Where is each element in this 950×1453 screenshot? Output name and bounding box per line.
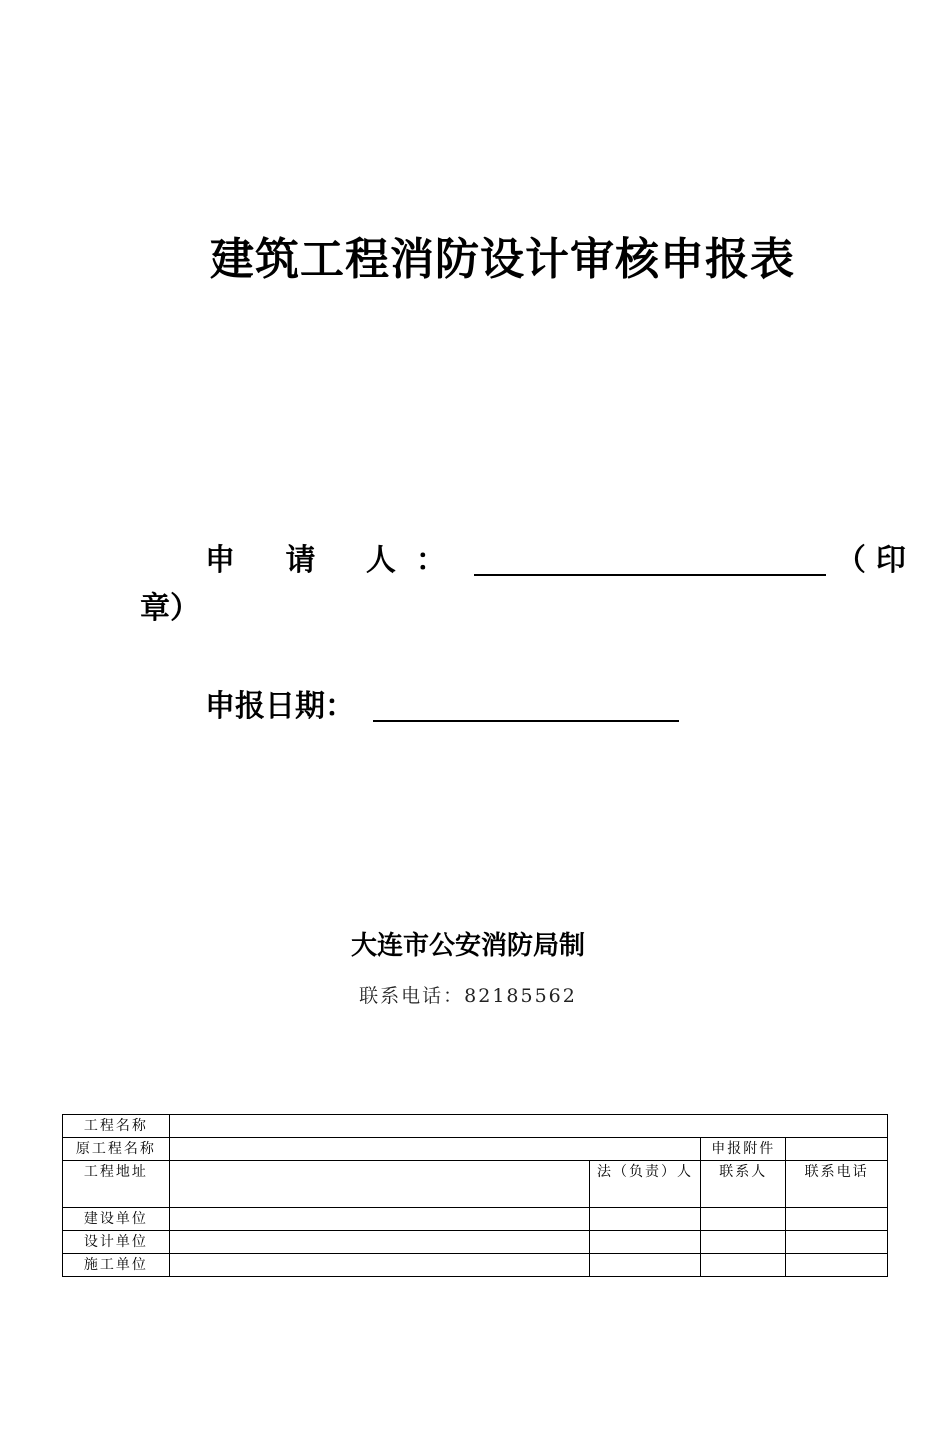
unit-cell[interactable] xyxy=(169,1254,589,1277)
date-label: 申报日期： xyxy=(205,689,355,724)
original-name-cell[interactable] xyxy=(169,1138,701,1161)
applicant-line xyxy=(205,540,916,582)
table-row xyxy=(63,1231,888,1254)
applicant-label: 申 请 人： xyxy=(205,543,466,578)
unit-label: 施工单位 xyxy=(63,1254,170,1277)
contact-cell[interactable] xyxy=(701,1254,786,1277)
original-name-label: 原工程名称 xyxy=(63,1138,170,1161)
table-row xyxy=(63,1161,888,1208)
contact-cell[interactable] xyxy=(701,1208,786,1231)
contact-phone-header: 联系电话 xyxy=(786,1161,888,1208)
legal-person-cell[interactable] xyxy=(589,1231,701,1254)
contact-phone-cell[interactable] xyxy=(786,1231,888,1254)
seal-close: 章） xyxy=(140,591,200,626)
date-field[interactable] xyxy=(373,690,679,722)
legal-person-cell[interactable] xyxy=(589,1254,701,1277)
seal-open: （印 xyxy=(835,543,916,578)
table-row xyxy=(63,1208,888,1231)
unit-cell[interactable] xyxy=(169,1208,589,1231)
table-row xyxy=(63,1115,888,1138)
attachment-label: 申报附件 xyxy=(701,1138,786,1161)
contact-phone-cell[interactable] xyxy=(786,1208,888,1231)
contact-phone-cell[interactable] xyxy=(786,1254,888,1277)
contact-header: 联系人 xyxy=(701,1161,786,1208)
issuing-org: 大连市公安消防局制 xyxy=(350,931,585,961)
applicant-field[interactable] xyxy=(474,544,826,576)
project-name-label: 工程名称 xyxy=(63,1115,170,1138)
contact-phone: 联系电话：82185562 xyxy=(359,985,577,1007)
address-label: 工程地址 xyxy=(63,1161,170,1208)
unit-cell[interactable] xyxy=(169,1231,589,1254)
table-row xyxy=(63,1254,888,1277)
project-info-table xyxy=(62,1114,888,1277)
unit-label: 设计单位 xyxy=(63,1231,170,1254)
legal-person-cell[interactable] xyxy=(589,1208,701,1231)
page-title: 建筑工程消防设计审核申报表 xyxy=(210,234,795,285)
project-name-cell[interactable] xyxy=(169,1115,887,1138)
contact-cell[interactable] xyxy=(701,1231,786,1254)
attachment-cell[interactable] xyxy=(786,1138,888,1161)
date-line xyxy=(205,686,679,728)
table-row xyxy=(63,1138,888,1161)
legal-person-header: 法（负责）人 xyxy=(589,1161,701,1208)
unit-label: 建设单位 xyxy=(63,1208,170,1231)
address-cell[interactable] xyxy=(169,1161,589,1208)
